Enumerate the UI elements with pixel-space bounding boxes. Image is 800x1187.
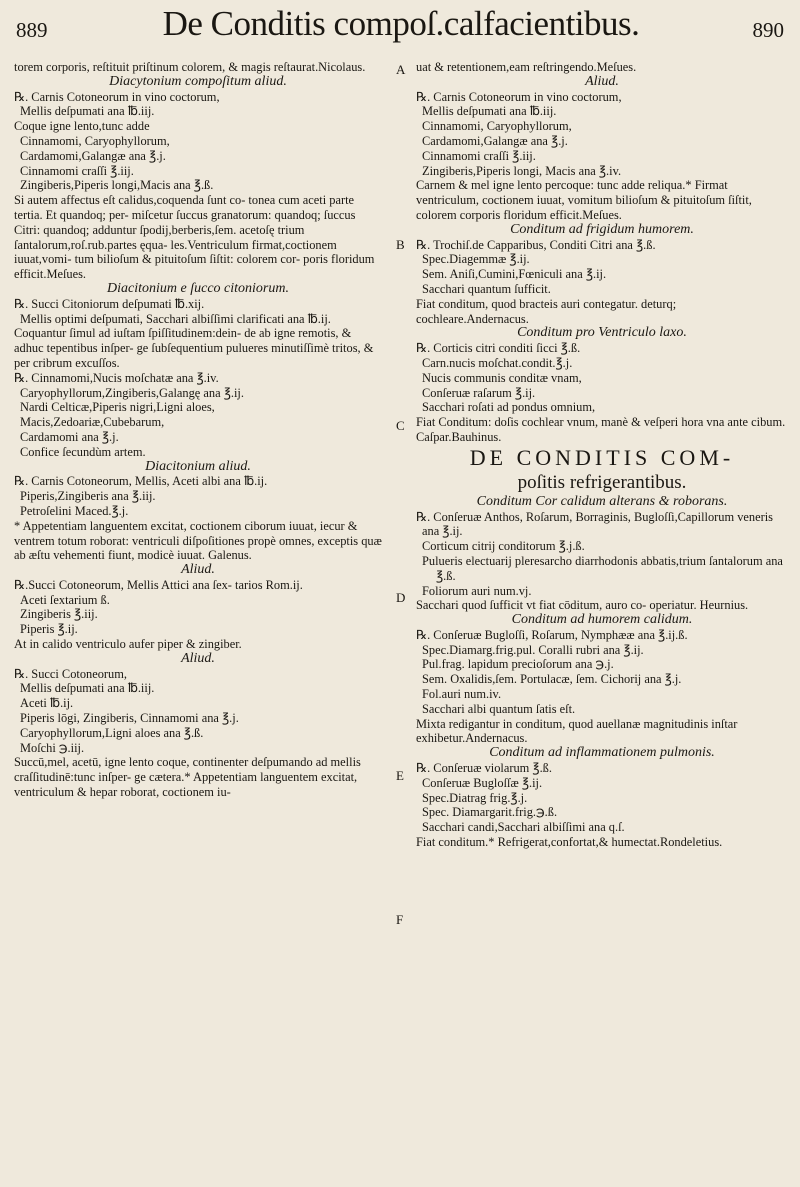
text-paragraph: Si autem affectus eſt calidus,coquenda ſunt co- tonea cum aceti parte tertia. Et quandoq; per- miſcetur ſuccus granatorum: quandoq; ſuccus Citri: quandoq; adduntur ſpodij,berberis,ſem. acetoſę trium ſantalorum,roſ.rub.partes ęqua- les.Ventriculum firmat,coctionem iuuat,vomi- tum bilioſum & pituitoſum ſiſtit: colorem cor- poris floridum efficit.Meſues.: [14, 193, 375, 282]
ingredient-line: Zingiberis ℥.iij.: [20, 607, 98, 622]
ingredient-line: Zingiberis,Piperis longi, Macis ana ℥.iv.: [422, 163, 622, 178]
section-heading: Aliud.: [181, 650, 215, 666]
recipe-line: ℞. Cinnamomi,Nucis moſchatæ ana ℥.iv.: [14, 370, 219, 385]
recipe-line: ℞. Conſeruæ Bugloſſi, Roſarum, Nymphææ ana ℥.ij.ß.: [416, 627, 688, 642]
recipe-line: ℞. Conſeruæ Anthos, Roſarum, Borraginis, Bugloſſi,Capillorum veneris ana ℥.ij.: [416, 509, 773, 539]
ingredient-line: Aceti ℔.ij.: [20, 696, 74, 711]
chapter-title: DE CONDITIS COM-: [469, 444, 735, 470]
ingredient-line: Cardamomi,Galangæ ana ℥.j.: [20, 148, 166, 163]
text-paragraph: Fiat Conditum: doſis cochlear vnum, manè & veſperi hora vna ante cibum. Caſpar.Bauhinus.: [416, 415, 786, 444]
page-number-right: 890: [752, 18, 784, 42]
ingredient-line: Spec.Diagemmæ ℥.ij.: [422, 252, 530, 267]
recipe-line: ℞. Carnis Cotoneorum in vino coctorum,: [416, 89, 622, 104]
text-paragraph: * Appetentiam languentem excitat, coctionem ciborum iuuat, iecur & ventrem totum roborat: ventriculi diſpoſitiones propè omnes, exceptis quæ ab æſtu vehementi fiunt, modicè iuuat. Galenus.: [14, 518, 382, 563]
section-heading: Conditum ad inflammationem pulmonis.: [489, 745, 715, 761]
recipe-line: ℞. Trochiſ.de Capparibus, Conditi Citri ana ℥.ß.: [416, 237, 656, 252]
margin-letter-a: A: [396, 62, 406, 77]
ingredient-line: Cinnamomi, Caryophyllorum,: [20, 133, 170, 148]
section-heading: Conditum ad humorem calidum.: [511, 612, 693, 628]
ingredient-line: Sacchari candi,Sacchari albiſſimi ana q.ſ.: [422, 820, 625, 835]
ingredient-line: Pul.frag. lapidum precioſorum ana ℈.j.: [422, 657, 614, 672]
recipe-line: ℞. Carnis Cotoneorum, Mellis, Aceti albi ana ℔.ij.: [14, 474, 268, 489]
page-header: [14, 4, 788, 58]
recipe-line: ℞. Carnis Cotoneorum in vino coctorum,: [14, 89, 220, 104]
ingredient-line: Pulueris electuarij pleresarcho diarrhodonis abbatis,trium ſantalorum ana ℥.ß.: [422, 553, 783, 583]
ingredient-line: Cardamomi ana ℥.j.: [20, 429, 119, 444]
recipe-line: ℞. Succi Citoniorum deſpumati ℔.xij.: [14, 296, 205, 311]
running-title: De Conditis compoſ.calfacientibus.: [162, 4, 640, 43]
ingredient-line: Cinnamomi craſſi ℥.iij.: [422, 148, 536, 163]
margin-letter-b: B: [396, 237, 405, 252]
text-paragraph: Succū,mel, acetū, igne lento coque, continenter deſpumando ad mellis craſſitudinē:tunc inſper- ge cætera.* Appetentiam languentem excitat, ventriculum & hepar roborat, coctionem iu-: [14, 755, 361, 800]
ingredient-line: Macis,Zedoariæ,Cubebarum,: [20, 415, 165, 430]
ingredient-line: Conſeruæ Bugloſſæ ℥.ij.: [422, 775, 543, 790]
ingredient-line: Sacchari albi quantum ſatis eſt.: [422, 701, 576, 716]
margin-letter-e: E: [396, 768, 404, 783]
ingredient-line: Spec.Diatrag frig.℥.j.: [422, 790, 528, 805]
ingredient-line: Piperis,Zingiberis ana ℥.iij.: [20, 489, 156, 504]
ingredient-line: Aceti ſextarium ß.: [20, 592, 110, 607]
ingredient-line: Sem. Aniſi,Cumini,Fœniculi ana ℥.ij.: [422, 267, 607, 282]
text-paragraph: Fiat conditum, quod bracteis auri contegatur. deturq; cochleare.Andernacus.: [416, 296, 677, 326]
ingredient-line: Caryophyllorum,Ligni aloes ana ℥.ß.: [20, 725, 204, 740]
section-heading: Diacitonium e ſucco citoniorum.: [107, 280, 289, 296]
text-paragraph: Coquantur ſimul ad iuſtam ſpiſſitudinem:dein- de ab igne remotis, & adhuc tepentibus inſper- ge ſubſequentium pulueres minutiſſimè tritos, & per cribrum excuſſos.: [14, 326, 374, 370]
ingredient-line: Caryophyllorum,Zingiberis,Galangę ana ℥.ij.: [20, 385, 244, 400]
ingredient-line: Mellis deſpumati ana ℔.iij.: [422, 104, 557, 119]
section-heading: Diacitonium aliud.: [145, 458, 251, 474]
ingredient-line: Mellis deſpumati ana ℔.iij.: [20, 104, 155, 119]
text-paragraph: Mixta redigantur in conditum, quod auellanæ magnitudinis inſtar exhibetur.Andernacus.: [416, 716, 738, 746]
right-column: [416, 60, 788, 850]
ingredient-line: Cardamomi,Galangæ ana ℥.j.: [422, 133, 568, 148]
left-column: [14, 60, 382, 800]
text-paragraph: At in calido ventriculo aufer piper & zingiber.: [14, 637, 242, 652]
section-heading: Conditum ad frigidum humorem.: [510, 221, 694, 237]
ingredient-line: Moſchi ℈.iij.: [20, 740, 85, 755]
ingredient-line: Mellis deſpumati ana ℔.iij.: [20, 681, 155, 696]
ingredient-line: Spec.Diamarg.frig.pul. Coralli rubri ana ℥.ij.: [422, 642, 644, 657]
ingredient-line: Conſeruæ raſarum ℥.ij.: [422, 385, 536, 400]
chapter-subtitle: poſitis refrigerantibus.: [517, 471, 687, 493]
text-paragraph: Coque igne lento,tunc adde: [14, 119, 150, 134]
ingredient-line: Mellis optimi deſpumati, Sacchari albiſſimi clarificati ana ℔.ij.: [20, 311, 331, 326]
ingredient-line: Cinnamomi craſſi ℥.iij.: [20, 163, 134, 178]
recipe-line: ℞.Succi Cotoneorum, Mellis Attici ana ſex- tarios Rom.ij.: [14, 577, 303, 592]
section-heading: Conditum Cor calidum alterans & roborans.: [476, 493, 728, 509]
ingredient-line: Fol.auri num.iv.: [422, 687, 502, 702]
ingredient-line: Sacchari quantum ſufficit.: [422, 281, 551, 296]
ingredient-line: Sem. Oxalidis,ſem. Portulacæ, ſem. Cichorij ana ℥.j.: [422, 672, 682, 687]
recipe-line: ℞. Conſeruæ violarum ℥.ß.: [416, 761, 552, 776]
ingredient-line: Confice ſecundùm artem.: [20, 444, 146, 459]
recipe-line: ℞. Corticis citri conditi ſicci ℥.ß.: [416, 341, 581, 356]
ingredient-line: Carn.nucis moſchat.condit.℥.j.: [422, 355, 573, 370]
ingredient-line: Corticum citrij conditorum ℥.j.ß.: [422, 539, 585, 554]
text-paragraph: Carnem & mel igne lento percoque: tunc adde reliqua.* Firmat ventriculum, coctionem iuuat, vomitum bilioſum & pituitoſum ſiſtit, colorem corporis floridum efficit.Meſues.: [416, 178, 752, 222]
text-paragraph: torem corporis, reſtituit priſtinum colorem, & magis reſtaurat.Nicolaus.: [14, 60, 366, 74]
ingredient-line: Sacchari roſati ad pondus omnium,: [422, 400, 596, 415]
ingredient-line: Petroſelini Maced.℥.j.: [20, 503, 129, 518]
text-paragraph: Fiat conditum.* Refrigerat,confortat,& humectat.Rondeletius.: [416, 835, 723, 850]
recipe-line: ℞. Succi Cotoneorum,: [14, 666, 127, 681]
ingredient-line: Cinnamomi, Caryophyllorum,: [422, 119, 572, 134]
section-heading: Diacytonium compoſitum aliud.: [109, 73, 287, 89]
ingredient-line: Piperis ℥.ij.: [20, 622, 78, 637]
ingredient-line: Piperis lōgi, Zingiberis, Cinnamomi ana ℥.j.: [20, 711, 239, 726]
ingredient-line: Foliorum auri num.vj.: [422, 583, 532, 598]
section-heading: Aliud.: [585, 73, 619, 89]
section-heading: Conditum pro Ventriculo laxo.: [517, 325, 687, 341]
margin-letter-d: D: [396, 590, 406, 605]
ingredient-line: Zingiberis,Piperis longi,Macis ana ℥.ß.: [20, 178, 214, 193]
text-paragraph: uat & retentionem,eam reſtringendo.Meſues.: [416, 60, 637, 74]
section-heading: Aliud.: [181, 562, 215, 578]
margin-letter-c: C: [396, 418, 405, 433]
ingredient-line: Nucis communis conditæ vnam,: [422, 370, 582, 385]
text-paragraph: Sacchari quod ſufficit vt fiat cōditum, auro co- operiatur. Heurnius.: [416, 598, 749, 613]
page-number-left: 889: [16, 18, 48, 42]
ingredient-line: Nardi Celticæ,Piperis nigri,Ligni aloes,: [20, 400, 215, 415]
ingredient-line: Spec. Diamargarit.frig.℈.ß.: [422, 805, 558, 820]
margin-letter-f: F: [396, 912, 404, 927]
